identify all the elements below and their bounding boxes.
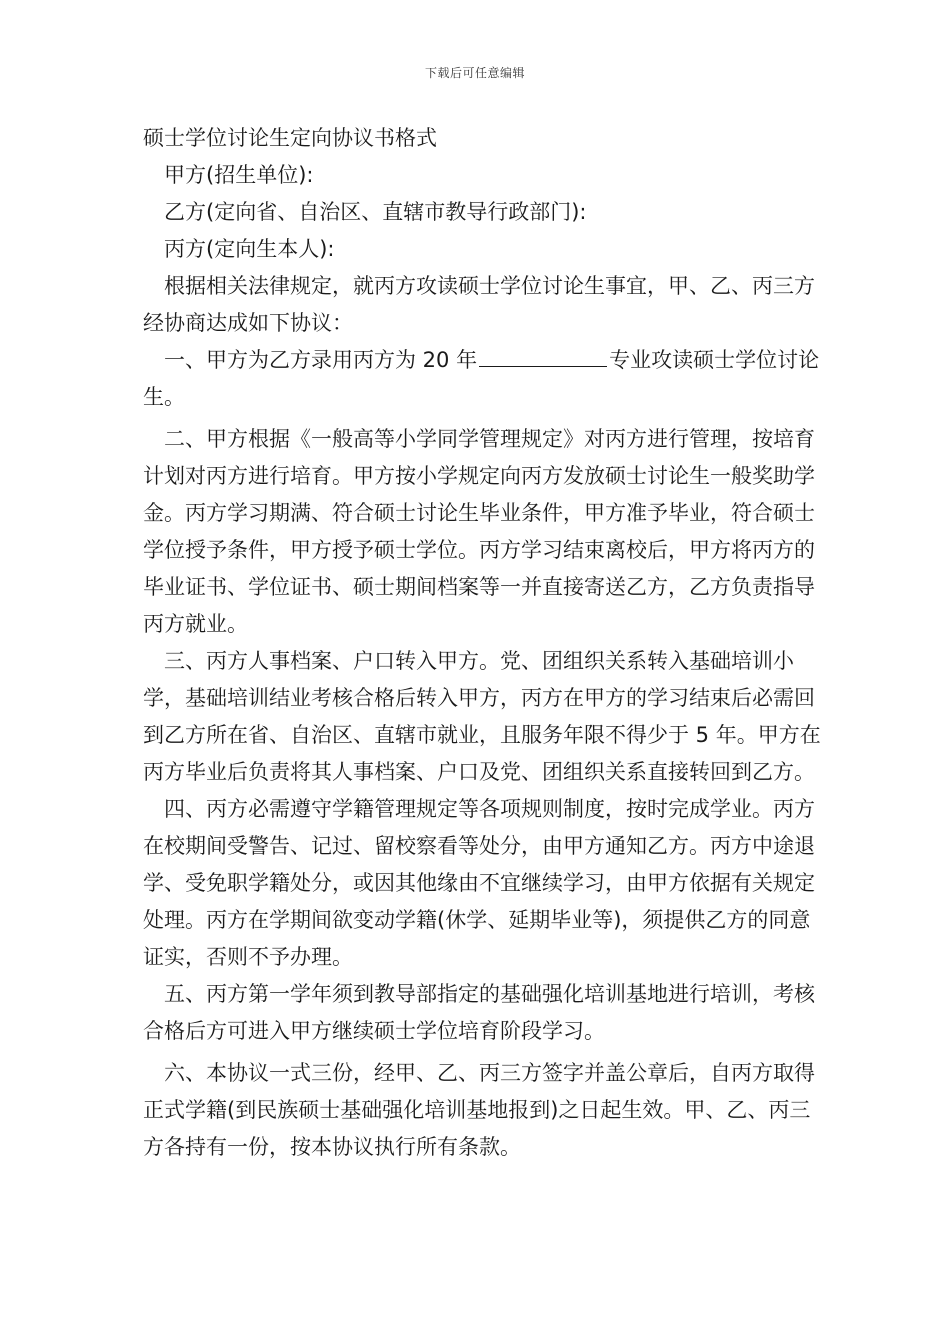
clause-1-text-before: 一、甲方为乙方录用丙方为 20 年 [164,348,478,372]
clause-5: 五、丙方第一学年须到教导部指定的基础强化培训基地进行培训，考核合格后方可进入甲方继续硕士学位培育阶段学习。 [143,982,815,1043]
party-a-line: 甲方(招生单位): [164,163,314,187]
page-header-note: 下载后可任意编辑 [424,66,525,80]
clause-3: 三、丙方人事档案、户口转入甲方。党、团组织关系转入基础培训小学，基础培训结业考核合格后转入甲方，丙方在甲方的学习结束后必需回到乙方所在省、自治区、直辖市就业，且服务年限不得少于 5 年。甲方在丙方毕业后负责将其人事档案、户口及党、团组织关系直接转回到乙方。 [143,649,821,784]
document-title: 硕士学位讨论生定向协议书格式 [143,126,437,150]
clause-6: 六、本协议一式三份，经甲、乙、丙三方签字并盖公章后，自丙方取得正式学籍(到民族硕士基础强化培训基地报到)之日起生效。甲、乙、丙三方各持有一份，按本协议执行所有条款。 [143,1061,815,1159]
intro-paragraph: 根据相关法律规定，就丙方攻读硕士学位讨论生事宜，甲、乙、丙三方经协商达成如下协议： [143,274,815,335]
major-fill-in-blank [479,345,607,367]
document-body [143,120,823,1166]
party-c-line: 丙方(定向生本人): [164,237,335,261]
clause-1-text-after: 专业攻读硕士学位讨论生。 [143,348,820,409]
clause-2: 二、甲方根据《一般高等小学同学管理规定》对丙方进行管理，按培育计划对丙方进行培育。甲方按小学规定向丙方发放硕士讨论生一般奖助学金。丙方学习期满、符合硕士讨论生毕业条件，甲方准予毕业，符合硕士学位授予条件，甲方授予硕士学位。丙方学习结束离校后，甲方将丙方的毕业证书、学位证书、硕士期间档案等一并直接寄送乙方，乙方负责指导丙方就业。 [143,427,815,636]
clause-4: 四、丙方必需遵守学籍管理规定等各项规则制度，按时完成学业。丙方在校期间受警告、记过、留校察看等处分，由甲方通知乙方。丙方中途退学、受免职学籍处分，或因其他缘由不宜继续学习，由甲方依据有关规定处理。丙方在学期间欲变动学籍(休学、延期毕业等)，须提供乙方的同意证实，否则不予办理。 [143,797,815,969]
clause-1 [143,342,823,416]
party-b-line: 乙方(定向省、自治区、直辖市教导行政部门): [164,200,587,224]
